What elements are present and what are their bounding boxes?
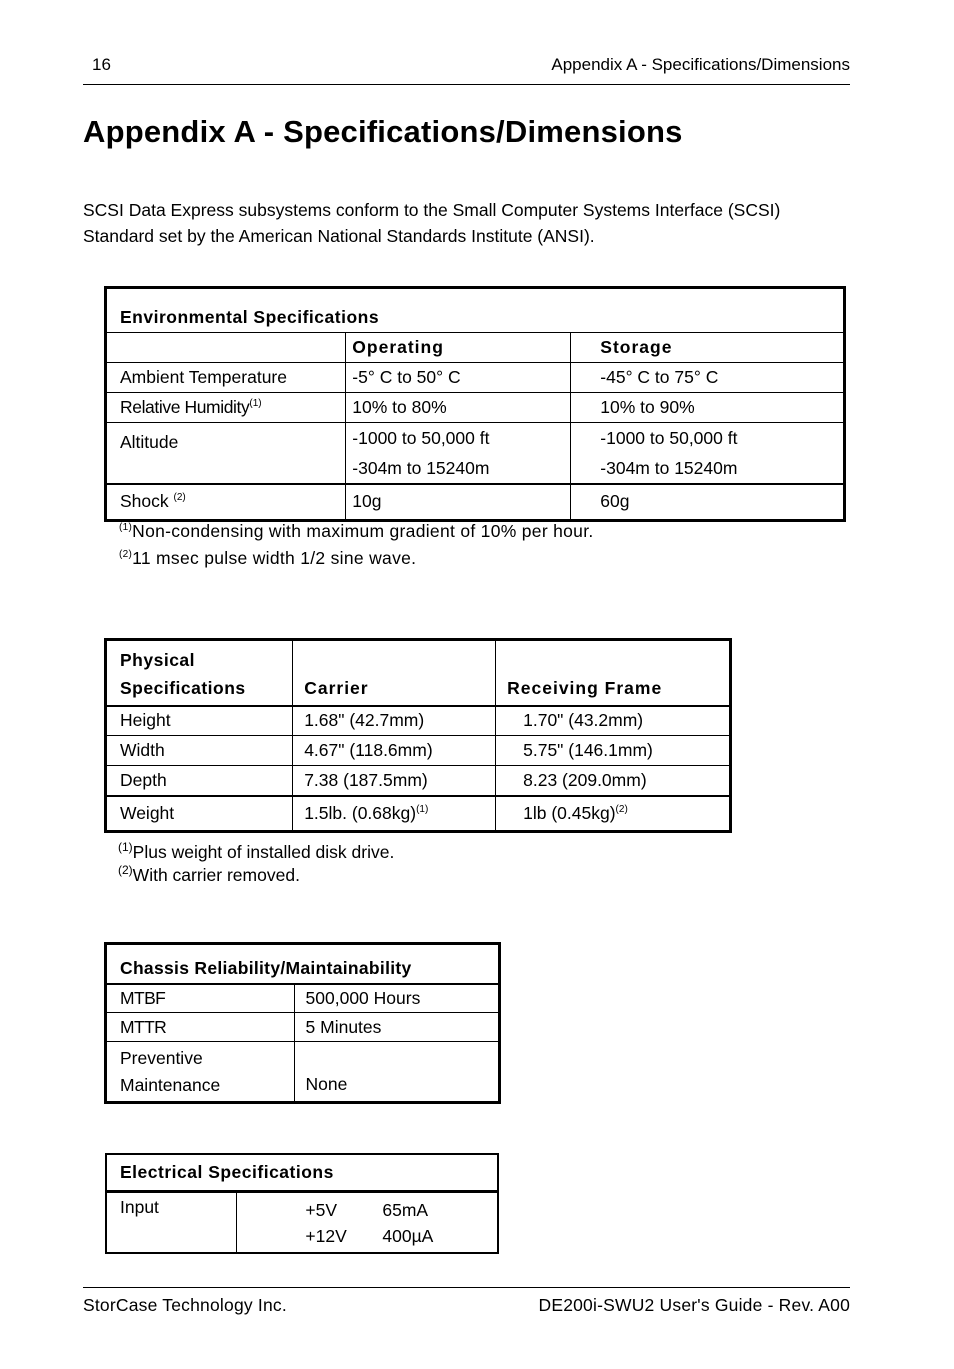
- row-label: Altitude: [106, 423, 346, 485]
- storage-value: 10% to 90%: [571, 393, 845, 423]
- footer-company: StorCase Technology Inc.: [83, 1295, 287, 1315]
- phys-footnote-2: $^{(2)}$With carrier removed.: [118, 863, 300, 885]
- header-rule: [83, 84, 850, 85]
- table-row: [106, 796, 731, 832]
- chassis-table: [104, 942, 501, 1104]
- frame-value: 8.23 (209.0mm): [496, 766, 731, 796]
- frame-value: 1lb $(0.45kg)^{(2)}$: [496, 796, 731, 832]
- env-col-operating: Operating: [346, 333, 571, 363]
- row-label: Shock $^{(2)}$: [106, 484, 346, 520]
- table-row: [106, 736, 731, 766]
- storage-value: 60g: [571, 484, 845, 520]
- chassis-caption: Chassis Reliability/Maintainability: [106, 944, 500, 984]
- table-row: [106, 1042, 500, 1103]
- operating-value: -1000 to 50,000 ft -304m to 15240m: [346, 423, 571, 485]
- row-label: Depth: [106, 766, 293, 796]
- storage-value: -1000 to 50,000 ft -304m to 15240m: [571, 423, 845, 485]
- row-value: 5 Minutes: [294, 1013, 499, 1042]
- table-row: [106, 706, 731, 736]
- row-value: None: [294, 1042, 499, 1103]
- electrical-table: [105, 1153, 499, 1254]
- row-value: +5V 65mA +12V 400µA: [237, 1191, 498, 1253]
- row-label: MTTR: [106, 1013, 295, 1042]
- carrier-value: 1.5lb. $(0.68kg)^{(1)}$: [293, 796, 496, 832]
- physical-caption: Physical Specifications: [106, 640, 293, 706]
- operating-value: 10g: [346, 484, 571, 520]
- table-row: [106, 766, 731, 796]
- running-title: Appendix A - Specifications/Dimensions: [551, 55, 850, 74]
- phys-col-carrier: Carrier: [293, 640, 496, 706]
- intro-line-1: SCSI Data Express subsystems conform to the Small Computer Systems Interface (SCSI): [83, 200, 781, 220]
- page-number: 16: [92, 55, 111, 74]
- table-row: [106, 984, 500, 1013]
- env-footnote-1: $^{(1)}$Non-condensing with maximum gradient of 10% per hour.: [119, 521, 594, 541]
- env-footnote-2: $^{(2)}$11 msec pulse width 1/2 sine wave.: [119, 548, 417, 568]
- intro-line-2: Standard set by the American National Standards Institute (ANSI).: [83, 226, 595, 246]
- frame-value: 1.70" (43.2mm): [496, 706, 731, 736]
- carrier-value: 7.38 (187.5mm): [293, 766, 496, 796]
- footer-rule: [83, 1287, 850, 1288]
- environmental-table: [104, 286, 846, 522]
- table-row: [106, 423, 845, 485]
- row-label: Input: [106, 1191, 237, 1253]
- table-row: [106, 393, 845, 423]
- table-row: [106, 363, 845, 393]
- row-value: 500,000 Hours: [294, 984, 499, 1013]
- frame-value: 5.75" (146.1mm): [496, 736, 731, 766]
- environmental-caption: Environmental Specifications: [106, 288, 845, 333]
- electrical-caption: Electrical Specifications: [106, 1154, 498, 1191]
- operating-value: 10% to 80%: [346, 393, 571, 423]
- intro-paragraph: [83, 197, 863, 249]
- table-row: [106, 484, 845, 520]
- row-label: Height: [106, 706, 293, 736]
- phys-col-frame: Receiving Frame: [496, 640, 731, 706]
- row-label: MTBF: [106, 984, 295, 1013]
- page-title: Appendix A - Specifications/Dimensions: [83, 114, 683, 149]
- carrier-value: 4.67" (118.6mm): [293, 736, 496, 766]
- storage-value: -45° C to 75° C: [571, 363, 845, 393]
- row-label: Weight: [106, 796, 293, 832]
- operating-value: -5° C to 50° C: [346, 363, 571, 393]
- row-label: Width: [106, 736, 293, 766]
- row-label: Relative Humidity$^{(1)}$: [106, 393, 346, 423]
- row-label: Ambient Temperature: [106, 363, 346, 393]
- footer-document: DE200i-SWU2 User's Guide - Rev. A00: [538, 1295, 850, 1315]
- carrier-value: 1.68" (42.7mm): [293, 706, 496, 736]
- env-col-storage: Storage: [571, 333, 845, 363]
- table-row: [106, 1013, 500, 1042]
- table-row: [106, 1191, 498, 1253]
- env-header-blank: [106, 333, 346, 363]
- row-label: Preventive Maintenance: [106, 1042, 295, 1103]
- phys-footnote-1: $^{(1)}$Plus weight of installed disk drive.: [118, 840, 395, 862]
- physical-table: [104, 638, 732, 833]
